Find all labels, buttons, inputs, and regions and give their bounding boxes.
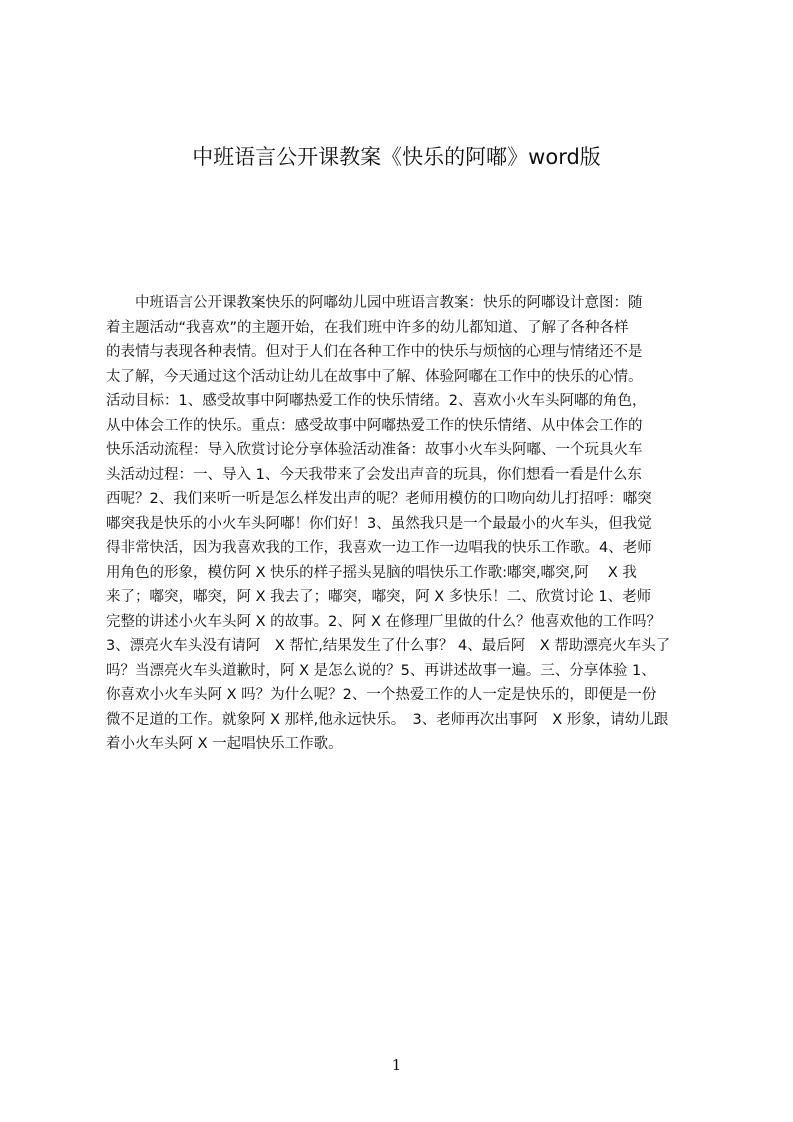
- document-title: 中班语言公开课教案《快乐的阿嘟》word版: [192, 145, 601, 169]
- body-line: 中班语言公开课教案快乐的阿嘟幼儿园中班语言教案：快乐的阿嘟设计意图：随: [106, 295, 643, 311]
- body-line: 嘟突我是快乐的小火车头阿嘟！你们好！3、虽然我只是一个最最小的火车头，但我觉: [106, 515, 652, 532]
- body-line: 你喜欢小火车头阿 X 吗？为什么呢？2、一个热爱工作的人一定是快乐的，即便是一份: [106, 687, 657, 703]
- body-line: 从中体会工作的快乐。重点：感受故事中阿嘟热爱工作的快乐情绪、从中体会工作的: [106, 417, 643, 434]
- body-line: 着小火车头阿 X 一起唱快乐工作歌。: [106, 736, 343, 752]
- body-line: 3、漂亮火车头没有请阿 X 帮忙,结果发生了什么事？ 4、最后阿 X 帮助漂亮火车头了: [106, 638, 671, 654]
- body-line: 着主题活动“我喜欢”的主题开始，在我们班中许多的幼儿都知道、了解了各种各样: [106, 319, 629, 336]
- body-line: 的表情与表现各种表情。但对于人们在各种工作中的快乐与烦恼的心理与情绪还不是: [106, 344, 643, 360]
- body-line: 得非常快活，因为我喜欢我的工作，我喜欢一边工作一边唱我的快乐工作歌。4、老师: [106, 540, 652, 556]
- body-line: 吗？当漂亮火车头道歉时，阿 X 是怎么说的？5、再讲述故事一遍。三、分享体验 1、: [106, 662, 656, 679]
- body-line: 用角色的形象，模仿阿 X 快乐的样子摇头晃脑的唱快乐工作歌:嘟突,嘟突,阿 X 我: [106, 564, 637, 581]
- body-line: 微不足道的工作。就象阿 X 那样,他永远快乐。 3、老师再次出事阿 X 形象，请幼儿跟: [106, 711, 669, 728]
- body-line: 太了解，今天通过这个活动让幼儿在故事中了解、体验阿嘟在工作中的快乐的心情。: [106, 368, 643, 385]
- body-line: 完整的讲述小火车头阿 X 的故事。2、阿 X 在修理厂里做的什么？他喜欢他的工作吗？: [106, 613, 662, 630]
- body-line: 西呢？2、我们来听一听是怎么样发出声的呢？老师用模仿的口吻向幼儿打招呼：嘟突: [106, 491, 652, 507]
- body-line: 来了；嘟突，嘟突，阿 X 我去了；嘟突，嘟突，阿 X 多快乐！二、欣赏讨论 1、老师: [106, 589, 652, 605]
- document-body: [106, 291, 697, 757]
- body-line: 头活动过程：一、导入 1、今天我带来了会发出声音的玩具，你们想看一看是什么东: [106, 466, 642, 483]
- body-line: 活动目标：1、感受故事中阿嘟热爱工作的快乐情绪。2、喜欢小火车头阿嘟的角色，: [106, 393, 647, 409]
- page-number: 1: [391, 1056, 402, 1074]
- body-line: 快乐活动流程：导入欣赏讨论分享体验活动准备：故事小火车头阿嘟、一个玩具火车: [106, 442, 643, 458]
